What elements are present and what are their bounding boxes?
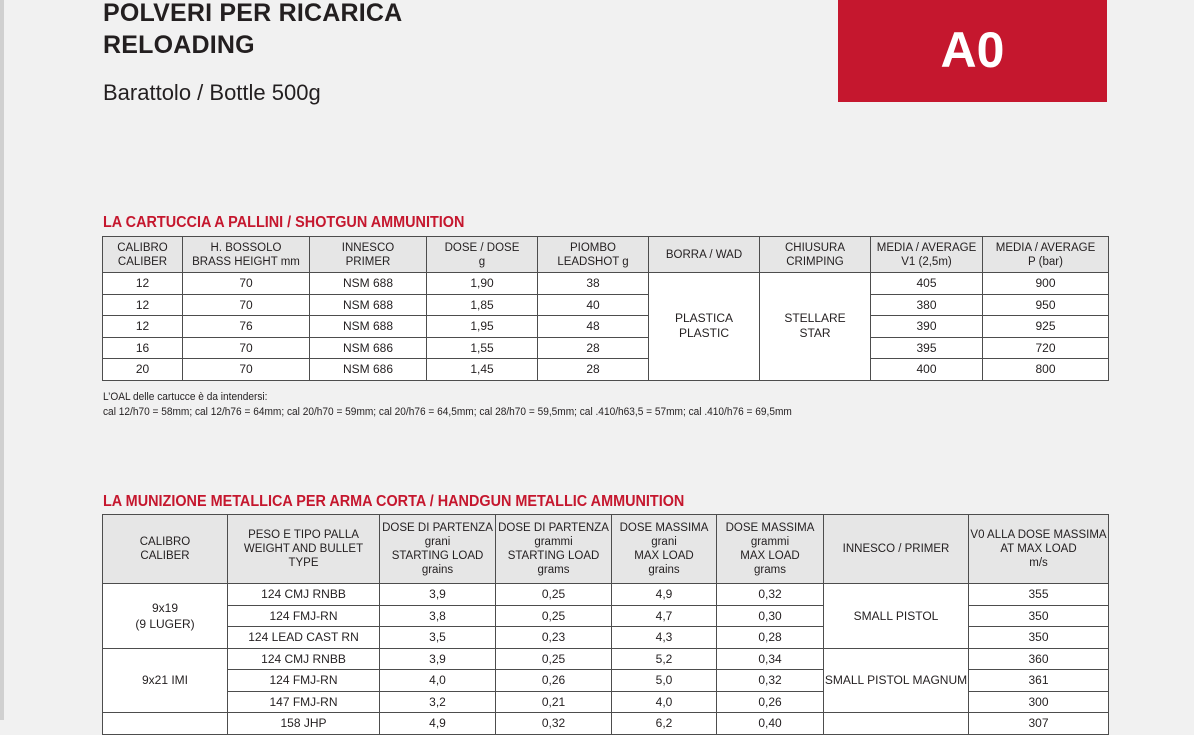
table-cell: 350 [969, 605, 1109, 627]
table-cell: 40 [538, 294, 649, 316]
shotgun-header-cell [649, 237, 760, 273]
table-cell: 6,2 [612, 713, 717, 735]
table-cell: 0,25 [496, 605, 612, 627]
table-cell: 124 FMJ-RN [228, 605, 380, 627]
shotgun-section-title: LA CARTUCCIA A PALLINI / SHOTGUN AMMUNITION [103, 214, 465, 231]
handgun-header-cell-line: AT MAX LOAD [1000, 543, 1077, 555]
handgun-header-cell [612, 515, 717, 584]
handgun-header-cell-line: grams [754, 564, 786, 576]
table-cell: 0,32 [496, 713, 612, 735]
table-cell: 1,85 [427, 294, 538, 316]
shotgun-header-cell [760, 237, 871, 273]
handgun-header-cell-line: MAX LOAD [634, 550, 694, 562]
table-cell: NSM 686 [310, 337, 427, 359]
shotgun-header-row [103, 237, 1109, 273]
table-cell: 124 LEAD CAST RN [228, 627, 380, 649]
page-subtitle: Barattolo / Bottle 500g [103, 80, 321, 105]
wad-cell-line: PLASTICA [674, 311, 734, 326]
caliber-line: (9 LUGER) [135, 616, 195, 631]
shotgun-header-cell-line: V1 (2,5m) [901, 255, 952, 268]
oal-note-line1: L’OAL delle cartucce è da intendersi: [103, 391, 268, 403]
table-cell: 70 [183, 294, 310, 316]
table-cell: 0,28 [717, 627, 824, 649]
shotgun-header-cell-line: CALIBER [117, 255, 168, 268]
handgun-header-cell-line: CALIBRO [139, 536, 191, 548]
caliber-line: 9x21 IMI [141, 673, 189, 688]
table-cell: 38 [538, 273, 649, 295]
table-cell: 0,32 [717, 584, 824, 606]
handgun-header-cell [103, 515, 228, 584]
handgun-table [102, 514, 1109, 735]
handgun-header-cell-line: CALIBER [140, 550, 190, 562]
table-cell: 28 [538, 359, 649, 381]
table-cell: 124 FMJ-RN [228, 670, 380, 692]
handgun-header-cell [228, 515, 380, 584]
table-cell: 950 [983, 294, 1109, 316]
table-cell: 5,0 [612, 670, 717, 692]
shotgun-header-cell-line: CRIMPING [786, 255, 844, 268]
oal-note [103, 390, 792, 420]
handgun-header-cell-line: m/s [1029, 557, 1048, 569]
table-cell: 0,23 [496, 627, 612, 649]
handgun-header-cell [824, 515, 969, 584]
table-cell: 12 [103, 294, 183, 316]
table-cell: NSM 686 [310, 359, 427, 381]
table-cell: 300 [969, 691, 1109, 713]
handgun-header-cell-line: PESO E TIPO PALLA [248, 529, 359, 541]
shotgun-header-cell [871, 237, 983, 273]
table-cell: 4,0 [612, 691, 717, 713]
page-title-english: RELOADING [103, 31, 255, 59]
table-cell: 380 [871, 294, 983, 316]
table-cell: 1,45 [427, 359, 538, 381]
handgun-header-cell-line: grains [421, 564, 454, 576]
table-cell: 3,9 [380, 584, 496, 606]
table-cell: 4,9 [612, 584, 717, 606]
handgun-header-cell-line: grani [651, 536, 677, 548]
table-cell: 720 [983, 337, 1109, 359]
handgun-header-cell [717, 515, 824, 584]
shotgun-header-cell-line: g [478, 255, 486, 268]
table-row-partial [103, 713, 1109, 735]
table-cell: NSM 688 [310, 294, 427, 316]
shotgun-header-cell-line: BRASS HEIGHT mm [192, 255, 300, 268]
handgun-header-cell-line: DOSE DI PARTENZA [498, 522, 609, 534]
shotgun-header-cell-line: MEDIA / AVERAGE [995, 241, 1096, 254]
table-cell: 1,95 [427, 316, 538, 338]
page-edge [0, 0, 4, 720]
table-row [103, 359, 1109, 381]
wad-cell [649, 273, 760, 381]
shotgun-header-cell [103, 237, 183, 273]
shotgun-header-cell-line: PRIMER [345, 255, 391, 268]
table-cell: 28 [538, 337, 649, 359]
table-cell: 355 [969, 584, 1109, 606]
table-cell: 16 [103, 337, 183, 359]
handgun-header-row [103, 515, 1109, 584]
table-cell: 12 [103, 316, 183, 338]
table-row [103, 648, 1109, 670]
table-cell: 800 [983, 359, 1109, 381]
caliber-cell [103, 584, 228, 649]
shotgun-header-cell-line: MEDIA / AVERAGE [876, 241, 977, 254]
table-cell: 405 [871, 273, 983, 295]
table-cell: 1,90 [427, 273, 538, 295]
shotgun-header-cell [983, 237, 1109, 273]
table-cell: 400 [871, 359, 983, 381]
table-cell: 3,9 [380, 648, 496, 670]
table-row [103, 337, 1109, 359]
caliber-line: 9x19 [151, 600, 179, 615]
table-cell: 3,2 [380, 691, 496, 713]
handgun-section-title: LA MUNIZIONE METALLICA PER ARMA CORTA / HANDGUN METALLIC AMMUNITION [103, 493, 685, 510]
handgun-header-cell-line: STARTING LOAD [507, 550, 600, 562]
table-cell: 360 [969, 648, 1109, 670]
table-cell: 925 [983, 316, 1109, 338]
handgun-header-cell [496, 515, 612, 584]
table-cell: 48 [538, 316, 649, 338]
table-cell: 158 JHP [228, 713, 380, 735]
shotgun-header-cell-line: P (bar) [1028, 255, 1063, 268]
handgun-header-cell-line: grani [424, 536, 451, 548]
page-title: POLVERI PER RICARICA [103, 0, 403, 27]
shotgun-header-cell [310, 237, 427, 273]
handgun-header-cell-line: grams [537, 564, 570, 576]
table-cell: 900 [983, 273, 1109, 295]
table-cell: 0,32 [717, 670, 824, 692]
handgun-header-cell [969, 515, 1109, 584]
caliber-cell [103, 713, 228, 735]
primer-cell: SMALL PISTOL MAGNUM [824, 648, 969, 713]
table-cell: 350 [969, 627, 1109, 649]
caliber-cell [103, 648, 228, 713]
table-cell: 0,25 [496, 584, 612, 606]
wad-cell-line: PLASTIC [678, 326, 729, 341]
handgun-header-cell-line: DOSE MASSIMA [725, 522, 815, 534]
table-cell: 4,0 [380, 670, 496, 692]
table-cell: 12 [103, 273, 183, 295]
handgun-header-cell-line: WEIGHT AND BULLET TYPE [243, 543, 364, 569]
handgun-header-cell-line: STARTING LOAD [391, 550, 484, 562]
table-row [103, 294, 1109, 316]
table-cell: NSM 688 [310, 316, 427, 338]
table-cell: 147 FMJ-RN [228, 691, 380, 713]
shotgun-header-cell-line: DOSE / DOSE [444, 241, 520, 254]
table-cell: 390 [871, 316, 983, 338]
table-cell: 0,34 [717, 648, 824, 670]
table-cell: 70 [183, 337, 310, 359]
handgun-header-cell-line: grammi [534, 536, 573, 548]
table-cell: 0,21 [496, 691, 612, 713]
shotgun-header-cell-line: INNESCO [341, 241, 395, 254]
handgun-header-cell-line: grammi [750, 536, 790, 548]
shotgun-header-cell-line: PIOMBO [569, 241, 616, 254]
shotgun-header-cell [427, 237, 538, 273]
table-cell: 1,55 [427, 337, 538, 359]
table-cell: 0,26 [496, 670, 612, 692]
shotgun-header-cell [538, 237, 649, 273]
table-cell: 0,40 [717, 713, 824, 735]
table-cell: 70 [183, 359, 310, 381]
table-cell: 0,30 [717, 605, 824, 627]
handgun-header-cell-line: grains [648, 564, 680, 576]
table-cell: 5,2 [612, 648, 717, 670]
crimping-cell-line: STELLARE [784, 311, 846, 326]
handgun-header-cell-line: INNESCO / PRIMER [842, 543, 950, 555]
table-cell: 307 [969, 713, 1109, 735]
handgun-header-cell-line: DOSE DI PARTENZA [382, 522, 493, 534]
table-cell: 4,9 [380, 713, 496, 735]
primer-cell [824, 713, 969, 735]
table-cell: 124 CMJ RNBB [228, 584, 380, 606]
crimping-cell-line: STAR [799, 326, 831, 341]
shotgun-header-cell [183, 237, 310, 273]
table-cell: 70 [183, 273, 310, 295]
oal-note-line2: cal 12/h70 = 58mm; cal 12/h76 = 64mm; cal 20/h70 = 59mm; cal 20/h76 = 64,5mm; cal 28/h70 = 59,5mm; cal .410/h63,5 = 57mm; cal .410/h76 = 69,5mm [103, 406, 792, 418]
table-cell: 124 CMJ RNBB [228, 648, 380, 670]
table-cell: 4,3 [612, 627, 717, 649]
crimping-cell [760, 273, 871, 381]
table-cell: 76 [183, 316, 310, 338]
table-cell: NSM 688 [310, 273, 427, 295]
handgun-header-cell-line: MAX LOAD [740, 550, 800, 562]
handgun-header-cell-line: V0 ALLA DOSE MASSIMA [970, 529, 1107, 541]
table-cell: 20 [103, 359, 183, 381]
shotgun-header-cell-line: CALIBRO [117, 241, 168, 254]
shotgun-header-cell-line: LEADSHOT g [557, 255, 629, 268]
shotgun-header-cell-line: H. BOSSOLO [210, 241, 282, 254]
table-cell: 0,26 [717, 691, 824, 713]
table-cell: 4,7 [612, 605, 717, 627]
handgun-header-cell [380, 515, 496, 584]
primer-cell: SMALL PISTOL [824, 584, 969, 649]
table-cell: 0,25 [496, 648, 612, 670]
table-cell: 361 [969, 670, 1109, 692]
table-cell: 395 [871, 337, 983, 359]
shotgun-header-cell-line: CHIUSURA [784, 241, 846, 254]
shotgun-table [102, 236, 1109, 381]
table-cell: 3,8 [380, 605, 496, 627]
table-row [103, 273, 1109, 295]
table-cell: 3,5 [380, 627, 496, 649]
handgun-header-cell-line: DOSE MASSIMA [619, 522, 709, 534]
shotgun-header-cell-line: BORRA / WAD [665, 248, 743, 261]
product-badge: A0 [838, 0, 1107, 102]
table-row [103, 316, 1109, 338]
table-row [103, 584, 1109, 606]
